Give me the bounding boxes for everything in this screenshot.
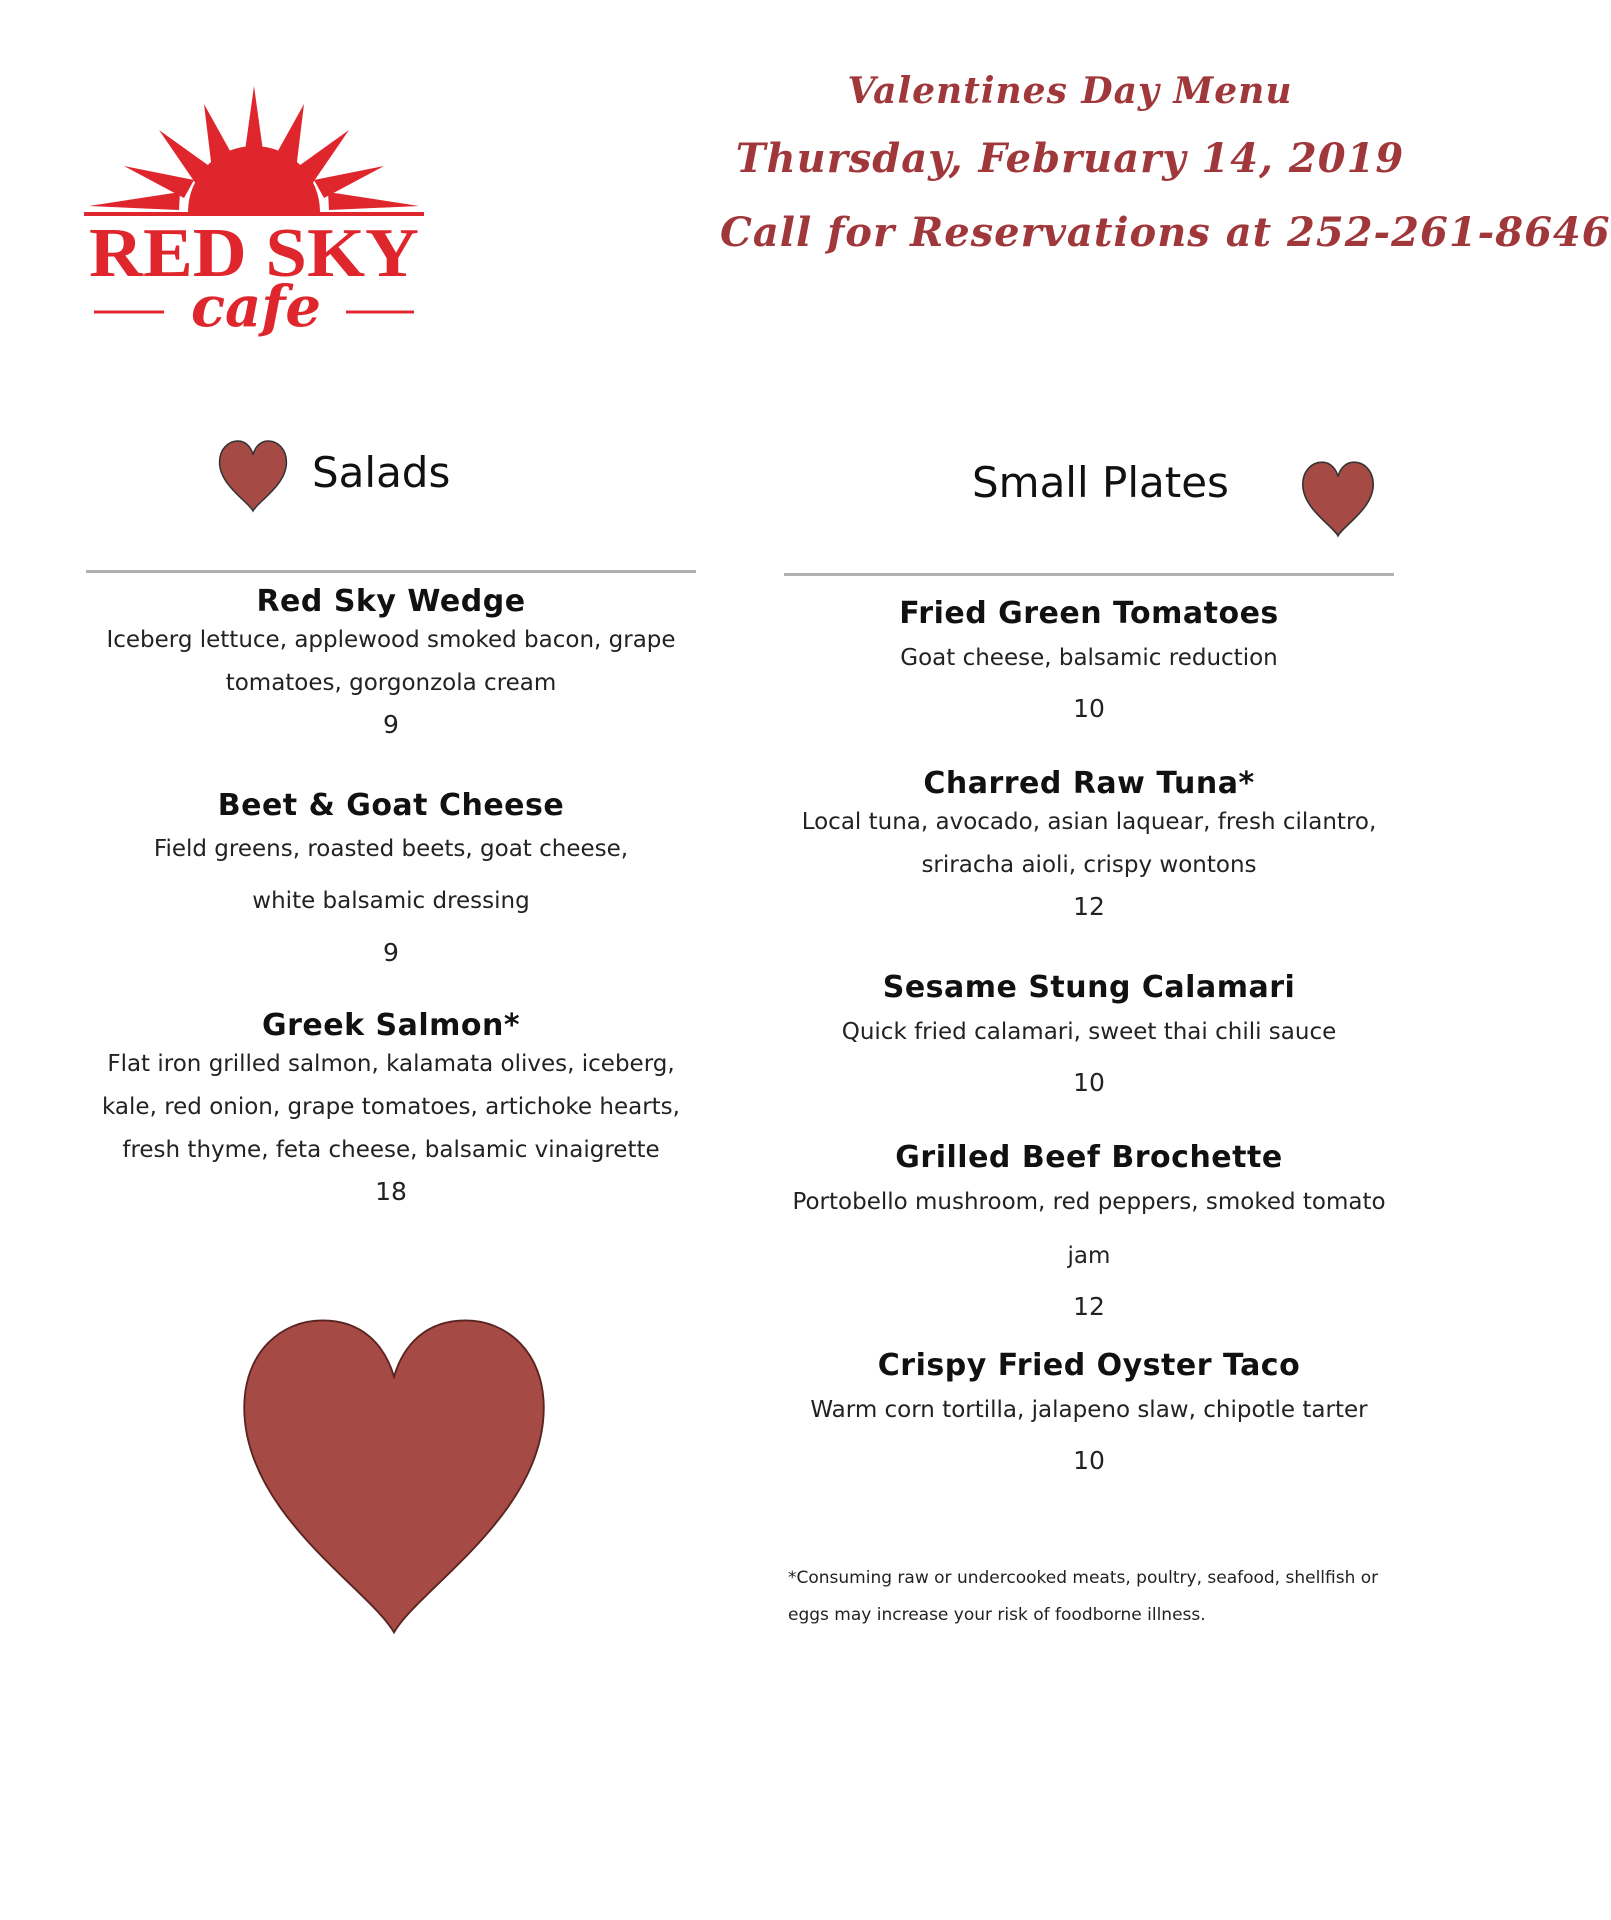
reservation-line: Call for Reservations at 252-261-8646	[720, 209, 1611, 256]
item-description: Portobello mushroom, red peppers, smoked tomato jam	[792, 1189, 1386, 1269]
small-plate-item	[784, 766, 1394, 927]
small-plates-divider	[784, 573, 1394, 576]
item-price: 12	[1073, 1292, 1105, 1321]
sun-icon	[188, 146, 320, 212]
item-price: 9	[383, 710, 399, 739]
menu-date: Thursday, February 14, 2019	[735, 135, 1405, 182]
small-plate-item	[784, 970, 1394, 1107]
large-heart-icon	[238, 1314, 550, 1642]
small-plates-heading: Small Plates	[972, 458, 1229, 507]
item-price: 10	[1073, 694, 1105, 723]
red-sky-cafe-logo	[84, 86, 424, 340]
item-name: Crispy Fried Oyster Taco	[877, 1348, 1301, 1383]
item-price: 12	[1073, 892, 1105, 921]
item-name: Sesame Stung Calamari	[882, 970, 1296, 1005]
item-description: Warm corn tortilla, jalapeno slaw, chipotle tarter	[810, 1397, 1368, 1423]
item-price: 18	[375, 1177, 407, 1206]
item-description: Quick fried calamari, sweet thai chili sauce	[841, 1019, 1337, 1045]
salad-item	[86, 788, 696, 979]
food-safety-note: *Consuming raw or undercooked meats, poultry, seafood, shellfish or eggs may increase your risk of foodborne illness.	[788, 1568, 1379, 1625]
item-name: Charred Raw Tuna*	[923, 766, 1255, 801]
item-price: 10	[1073, 1446, 1105, 1475]
logo-cafe-text: cafe	[190, 274, 322, 340]
small-plate-item	[784, 596, 1394, 733]
item-description: Local tuna, avocado, asian laquear, fresh cilantro, sriracha aioli, crispy wontons	[801, 809, 1377, 878]
salad-item	[86, 584, 696, 745]
item-description: Goat cheese, balsamic reduction	[900, 645, 1278, 671]
item-name: Fried Green Tomatoes	[899, 596, 1279, 631]
heart-icon	[1298, 452, 1378, 546]
menu-header	[720, 62, 1611, 268]
small-plate-item	[784, 1348, 1394, 1485]
item-price: 10	[1073, 1068, 1105, 1097]
item-price: 9	[383, 938, 399, 967]
item-description: Flat iron grilled salmon, kalamata olives, iceberg, kale, red onion, grape tomatoes, artichoke hearts, fresh thyme, feta cheese, balsamic vinaigrette	[102, 1051, 680, 1163]
salads-heading: Salads	[312, 448, 451, 497]
logo-red-sky-text: RED SKY	[89, 215, 419, 292]
salad-item	[86, 1008, 696, 1212]
item-name: Beet & Goat Cheese	[217, 788, 565, 823]
item-description: Iceberg lettuce, applewood smoked bacon, grape tomatoes, gorgonzola cream	[106, 627, 676, 696]
item-name: Red Sky Wedge	[256, 584, 526, 619]
item-name: Greek Salmon*	[261, 1008, 521, 1043]
heart-icon	[215, 430, 291, 522]
menu-title: Valentines Day Menu	[847, 70, 1293, 112]
item-description: Field greens, roasted beets, goat cheese, white balsamic dressing	[153, 836, 629, 914]
small-plate-item	[784, 1140, 1394, 1331]
salads-divider	[86, 570, 696, 573]
item-name: Grilled Beef Brochette	[895, 1140, 1283, 1175]
